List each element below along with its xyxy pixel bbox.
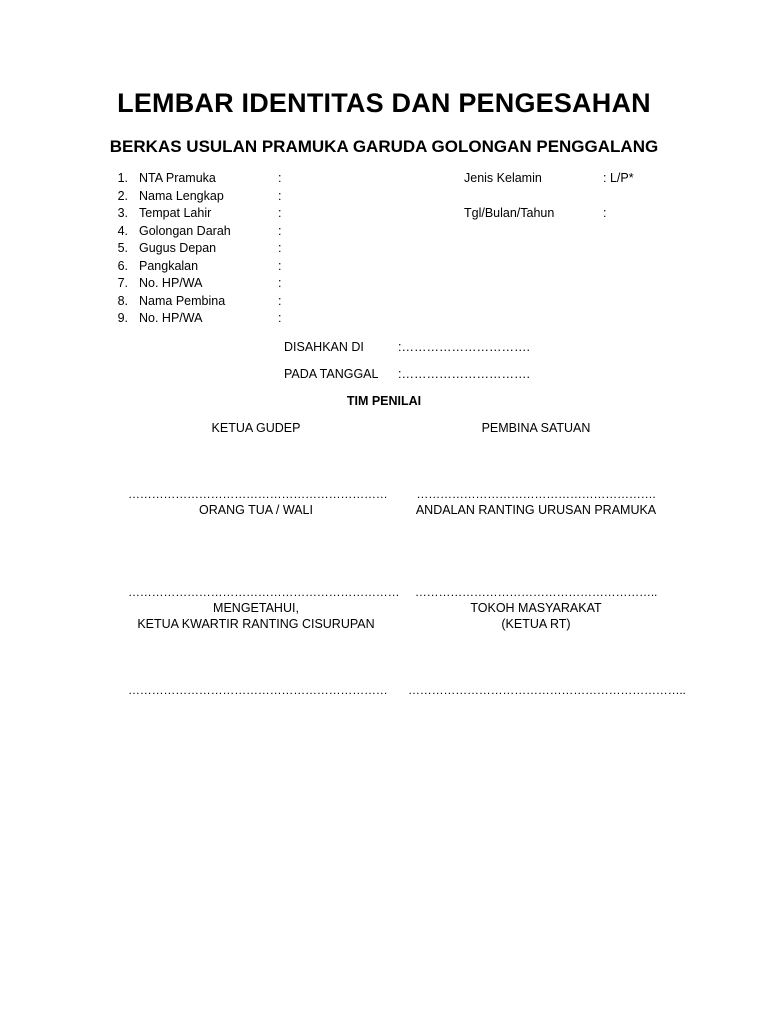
item-number: 7.: [117, 276, 128, 290]
gender-value: : L/P*: [603, 171, 634, 185]
signature-line: ……………………………………………………………: [128, 585, 400, 599]
signature-title-tokoh-masyarakat: TOKOH MASYARAKAT: [470, 601, 602, 615]
list-item: [0, 294, 768, 312]
list-item: [0, 241, 768, 259]
signature-line: …………………………………………………………: [128, 487, 388, 501]
item-colon: :: [278, 293, 282, 308]
item-label: No. HP/WA: [139, 311, 203, 325]
page-subtitle: BERKAS USULAN PRAMUKA GARUDA GOLONGAN PENGGALANG: [109, 137, 659, 156]
item-number: 8.: [117, 293, 128, 308]
gender-label: Jenis Kelamin: [464, 171, 542, 185]
signature-title-orang-tua: ORANG TUA / WALI: [199, 503, 313, 517]
signature-title-pembina-satuan: PEMBINA SATUAN: [481, 421, 591, 435]
item-number: 5.: [117, 241, 128, 255]
approval-date-label: PADA TANGGAL: [284, 367, 379, 381]
panel-title: TIM PENILAI: [346, 394, 422, 408]
list-item: [0, 224, 768, 242]
list-item: [0, 276, 768, 294]
item-number: 6.: [117, 258, 128, 273]
item-label: Pangkalan: [139, 258, 199, 273]
item-label: Nama Lengkap: [139, 188, 224, 203]
page-title: LEMBAR IDENTITAS DAN PENGESAHAN: [117, 88, 651, 118]
item-colon: :: [278, 276, 282, 290]
approval-date-value: :………………………….: [398, 367, 530, 381]
birthdate-value: :: [603, 206, 607, 220]
signature-title-ketua-kwartir: KETUA KWARTIR RANTING CISURUPAN: [137, 617, 375, 631]
signature-title-andalan-ranting: ANDALAN RANTING URUSAN PRAMUKA: [415, 503, 657, 517]
item-label: Gugus Depan: [139, 241, 217, 255]
item-colon: :: [278, 206, 282, 220]
item-colon: :: [278, 171, 282, 185]
item-label: No. HP/WA: [139, 276, 203, 290]
item-number: 2.: [117, 188, 128, 203]
item-colon: :: [278, 188, 282, 203]
signature-line: ……………………………………………………..: [414, 585, 658, 599]
birthdate-label: Tgl/Bulan/Tahun: [464, 206, 555, 220]
item-colon: :: [278, 241, 282, 255]
item-number: 1.: [117, 171, 128, 185]
list-item: [0, 189, 768, 207]
list-item: [0, 311, 768, 329]
signature-line: …………………………………………………………: [128, 683, 388, 697]
signature-title-mengetahui: MENGETAHUI,: [213, 601, 299, 615]
signature-line: …………………………………………………….: [416, 487, 656, 501]
item-label: Tempat Lahir: [139, 206, 212, 220]
signature-title-ketua-rt: (KETUA RT): [501, 617, 571, 631]
item-colon: :: [278, 311, 282, 325]
item-number: 3.: [117, 206, 128, 220]
approval-place-label: DISAHKAN DI: [284, 340, 364, 354]
item-number: 9.: [117, 311, 128, 325]
item-label: Golongan Darah: [139, 223, 231, 238]
signature-title-ketua-gudep: KETUA GUDEP: [211, 421, 301, 435]
item-colon: :: [278, 223, 282, 238]
item-colon: :: [278, 258, 282, 273]
item-number: 4.: [117, 223, 128, 238]
item-label: NTA Pramuka: [139, 171, 216, 185]
signature-line: ……………………………………………………………..: [408, 683, 686, 697]
list-item: [0, 171, 768, 189]
list-item: [0, 259, 768, 277]
approval-place-value: :………………………….: [398, 340, 530, 354]
item-label: Nama Pembina: [139, 293, 226, 308]
list-item: [0, 206, 768, 224]
